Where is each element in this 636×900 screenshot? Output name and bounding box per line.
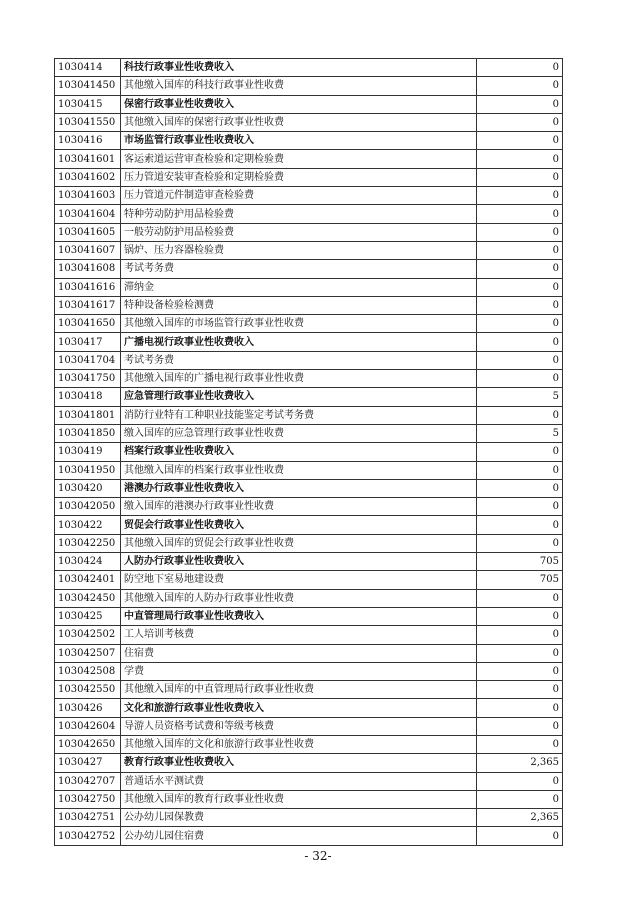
- item-code: 103041616: [55, 278, 121, 296]
- item-name: 防空地下室易地建设费: [121, 571, 477, 589]
- category-name: 教育行政事业性收费收入: [121, 754, 477, 772]
- table-row: [55, 95, 563, 113]
- item-value: 0: [477, 589, 563, 607]
- table-row: [55, 809, 563, 827]
- table-row: [55, 278, 563, 296]
- page-number: - 32-: [304, 849, 332, 863]
- category-name: 贸促会行政事业性收费收入: [121, 516, 477, 534]
- table-row: [55, 479, 563, 497]
- item-code: 103042752: [55, 827, 121, 845]
- item-value: 0: [477, 443, 563, 461]
- item-code: 103041850: [55, 424, 121, 442]
- item-code: 103042650: [55, 735, 121, 753]
- table-row: [55, 772, 563, 790]
- table-row: [55, 59, 563, 77]
- table-row: [55, 553, 563, 571]
- item-value: 705: [477, 553, 563, 571]
- item-code: 103042604: [55, 717, 121, 735]
- table-row: [55, 241, 563, 259]
- table-row: [55, 351, 563, 369]
- table-row: [55, 424, 563, 442]
- item-value: 0: [477, 296, 563, 314]
- item-name: 公办幼儿园保教费: [121, 809, 477, 827]
- table-row: [55, 333, 563, 351]
- item-code: 103042507: [55, 644, 121, 662]
- table-row: [55, 443, 563, 461]
- item-value: 0: [477, 351, 563, 369]
- item-name: 其他缴入国库的教育行政事业性收费: [121, 790, 477, 808]
- item-value: 0: [477, 827, 563, 845]
- item-value: 2,365: [477, 809, 563, 827]
- item-name: 缴入国库的应急管理行政事业性收费: [121, 424, 477, 442]
- table-row: [55, 223, 563, 241]
- item-code: 1030426: [55, 699, 121, 717]
- item-name: 特种劳动防护用品检验费: [121, 205, 477, 223]
- item-value: 0: [477, 699, 563, 717]
- table-row: [55, 754, 563, 772]
- item-value: 5: [477, 388, 563, 406]
- item-name: 其他缴入国库的贸促会行政事业性收费: [121, 534, 477, 552]
- table-row: [55, 187, 563, 205]
- item-code: 1030424: [55, 553, 121, 571]
- table-row: [55, 406, 563, 424]
- item-value: 0: [477, 662, 563, 680]
- item-value: 0: [477, 205, 563, 223]
- table-row: [55, 77, 563, 95]
- item-name: 考试考务费: [121, 260, 477, 278]
- table-row: [55, 516, 563, 534]
- item-code: 103042450: [55, 589, 121, 607]
- item-name: 滞纳金: [121, 278, 477, 296]
- item-code: 103042751: [55, 809, 121, 827]
- table-row: [55, 607, 563, 625]
- item-name: 其他缴入国库的广播电视行政事业性收费: [121, 370, 477, 388]
- item-value: 2,365: [477, 754, 563, 772]
- table-row: [55, 315, 563, 333]
- item-value: 0: [477, 644, 563, 662]
- table-row: [55, 388, 563, 406]
- item-value: 0: [477, 717, 563, 735]
- item-name: 考试考务费: [121, 351, 477, 369]
- item-value: 705: [477, 571, 563, 589]
- table-row: [55, 168, 563, 186]
- item-value: 0: [477, 461, 563, 479]
- item-value: 0: [477, 187, 563, 205]
- item-code: 1030418: [55, 388, 121, 406]
- item-value: 0: [477, 333, 563, 351]
- table-row: [55, 827, 563, 845]
- table-row: [55, 571, 563, 589]
- category-name: 应急管理行政事业性收费收入: [121, 388, 477, 406]
- item-value: 0: [477, 241, 563, 259]
- item-name: 消防行业特有工种职业技能鉴定考试考务费: [121, 406, 477, 424]
- item-code: 103042502: [55, 626, 121, 644]
- table-row: [55, 205, 563, 223]
- item-code: 103041750: [55, 370, 121, 388]
- category-name: 保密行政事业性收费收入: [121, 95, 477, 113]
- item-code: 103041607: [55, 241, 121, 259]
- table-row: [55, 461, 563, 479]
- category-name: 市场监管行政事业性收费收入: [121, 132, 477, 150]
- item-code: 103042750: [55, 790, 121, 808]
- item-code: 103041450: [55, 77, 121, 95]
- item-value: 0: [477, 132, 563, 150]
- item-name: 缴入国库的港澳办行政事业性收费: [121, 498, 477, 516]
- item-name: 客运索道运营审查检验和定期检验费: [121, 150, 477, 168]
- item-value: 0: [477, 168, 563, 186]
- item-code: 103042508: [55, 662, 121, 680]
- item-value: 0: [477, 735, 563, 753]
- item-value: 0: [477, 790, 563, 808]
- item-code: 1030416: [55, 132, 121, 150]
- item-name: 工人培训考核费: [121, 626, 477, 644]
- item-code: 103042050: [55, 498, 121, 516]
- item-name: 其他缴入国库的文化和旅游行政事业性收费: [121, 735, 477, 753]
- table-row: [55, 790, 563, 808]
- item-code: 103041603: [55, 187, 121, 205]
- table-row: [55, 717, 563, 735]
- item-code: 103041950: [55, 461, 121, 479]
- item-code: 1030414: [55, 59, 121, 77]
- item-value: 0: [477, 315, 563, 333]
- item-name: 其他缴入国库的档案行政事业性收费: [121, 461, 477, 479]
- item-name: 导游人员资格考试费和等级考核费: [121, 717, 477, 735]
- item-name: 学费: [121, 662, 477, 680]
- item-code: 103041617: [55, 296, 121, 314]
- item-code: 1030427: [55, 754, 121, 772]
- item-value: 0: [477, 370, 563, 388]
- item-code: 103041801: [55, 406, 121, 424]
- table-row: [55, 370, 563, 388]
- item-code: 103041550: [55, 113, 121, 131]
- item-code: 1030419: [55, 443, 121, 461]
- item-value: 0: [477, 498, 563, 516]
- item-code: 103042550: [55, 681, 121, 699]
- item-name: 其他缴入国库的中直管理局行政事业性收费: [121, 681, 477, 699]
- item-value: 0: [477, 772, 563, 790]
- item-name: 其他缴入国库的市场监管行政事业性收费: [121, 315, 477, 333]
- item-code: 103041608: [55, 260, 121, 278]
- table-row: [55, 699, 563, 717]
- item-name: 锅炉、压力容器检验费: [121, 241, 477, 259]
- item-code: 1030417: [55, 333, 121, 351]
- table-row: [55, 534, 563, 552]
- item-code: 103041601: [55, 150, 121, 168]
- category-name: 广播电视行政事业性收费收入: [121, 333, 477, 351]
- item-code: 103042707: [55, 772, 121, 790]
- item-name: 特种设备检验检测费: [121, 296, 477, 314]
- item-value: 0: [477, 113, 563, 131]
- table-row: [55, 296, 563, 314]
- item-value: 0: [477, 516, 563, 534]
- table-row: [55, 662, 563, 680]
- table-row: [55, 132, 563, 150]
- item-code: 103041650: [55, 315, 121, 333]
- table-row: [55, 735, 563, 753]
- item-name: 普通话水平测试费: [121, 772, 477, 790]
- table-row: [55, 681, 563, 699]
- item-code: 103042401: [55, 571, 121, 589]
- item-code: 103041605: [55, 223, 121, 241]
- category-name: 科技行政事业性收费收入: [121, 59, 477, 77]
- item-code: 103041602: [55, 168, 121, 186]
- table-body: [55, 59, 563, 846]
- category-name: 人防办行政事业性收费收入: [121, 553, 477, 571]
- table-row: [55, 589, 563, 607]
- item-name: 公办幼儿园住宿费: [121, 827, 477, 845]
- category-name: 文化和旅游行政事业性收费收入: [121, 699, 477, 717]
- item-value: 0: [477, 479, 563, 497]
- item-name: 其他缴入国库的科技行政事业性收费: [121, 77, 477, 95]
- item-value: 0: [477, 278, 563, 296]
- item-code: 103041604: [55, 205, 121, 223]
- revenue-table: [54, 58, 563, 846]
- item-value: 5: [477, 424, 563, 442]
- item-name: 其他缴入国库的人防办行政事业性收费: [121, 589, 477, 607]
- item-value: 0: [477, 77, 563, 95]
- item-name: 压力管道元件制造审查检验费: [121, 187, 477, 205]
- item-value: 0: [477, 534, 563, 552]
- item-value: 0: [477, 223, 563, 241]
- item-name: 压力管道安装审查检验和定期检验费: [121, 168, 477, 186]
- item-name: 住宿费: [121, 644, 477, 662]
- category-name: 档案行政事业性收费收入: [121, 443, 477, 461]
- table-row: [55, 626, 563, 644]
- item-code: 103041704: [55, 351, 121, 369]
- table-row: [55, 113, 563, 131]
- item-code: 1030425: [55, 607, 121, 625]
- item-value: 0: [477, 95, 563, 113]
- item-name: 一般劳动防护用品检验费: [121, 223, 477, 241]
- item-code: 1030422: [55, 516, 121, 534]
- item-value: 0: [477, 406, 563, 424]
- table-row: [55, 644, 563, 662]
- category-name: 中直管理局行政事业性收费收入: [121, 607, 477, 625]
- item-value: 0: [477, 626, 563, 644]
- item-code: 103042250: [55, 534, 121, 552]
- table-row: [55, 150, 563, 168]
- item-value: 0: [477, 150, 563, 168]
- table-row: [55, 498, 563, 516]
- table-row: [55, 260, 563, 278]
- category-name: 港澳办行政事业性收费收入: [121, 479, 477, 497]
- item-value: 0: [477, 59, 563, 77]
- item-value: 0: [477, 681, 563, 699]
- item-code: 1030415: [55, 95, 121, 113]
- item-value: 0: [477, 260, 563, 278]
- item-code: 1030420: [55, 479, 121, 497]
- item-name: 其他缴入国库的保密行政事业性收费: [121, 113, 477, 131]
- item-value: 0: [477, 607, 563, 625]
